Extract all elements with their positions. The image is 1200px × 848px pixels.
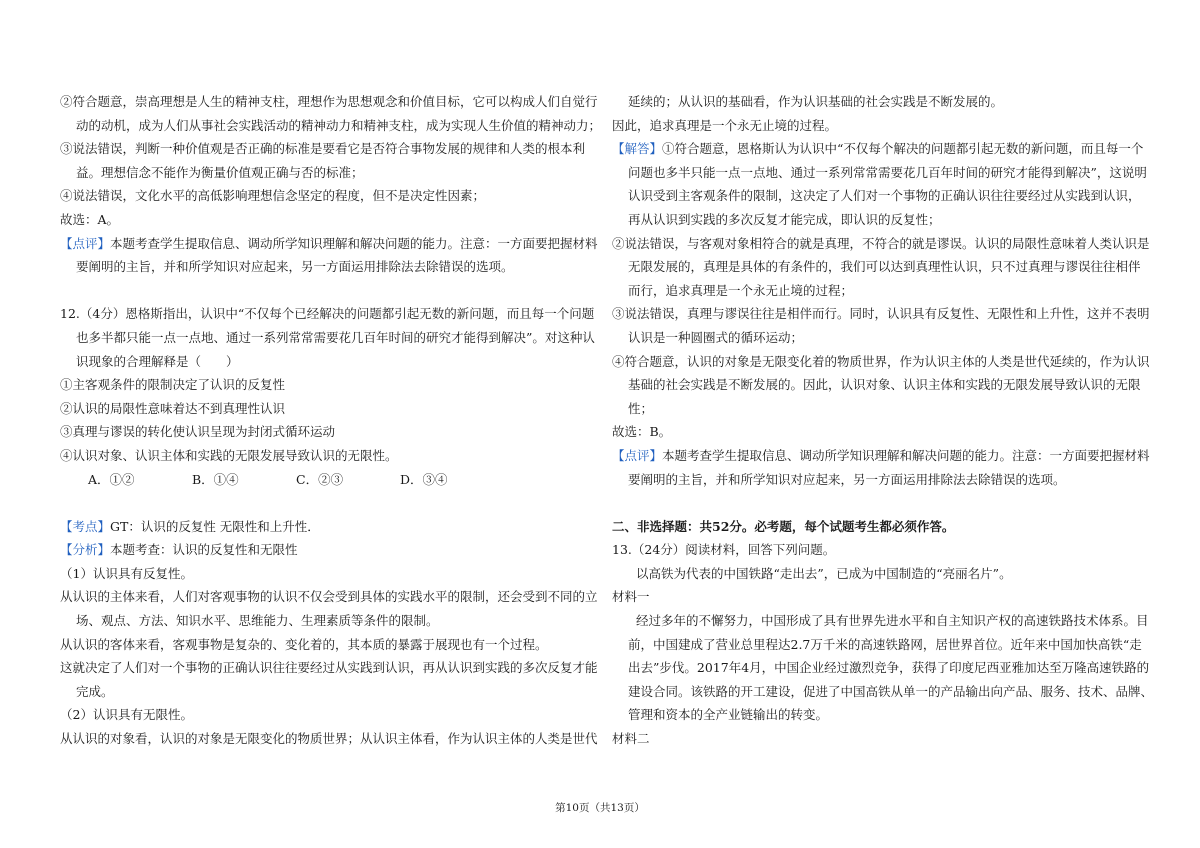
line-text: 延续的；从认识的基础看，作为认识基础的社会实践是不断发展的。 [628,94,1004,109]
text-line [60,90,598,114]
line-text: 二、非选择题：共52分。必考题，每个试题考生都必须作答。 [612,518,955,534]
line-text: 性； [628,400,654,416]
section-tag: 【点评】 [60,235,111,251]
line-text: 无限发展的，真理是具体的有条件的，我们可以达到真理性认识，只不过真理与谬误往往相伴 [628,259,1141,275]
text-line [612,208,1132,232]
line-text: 基础的社会实践是不断发展的。因此，认识对象、认识主体和实践的无限发展导致认识的无限 [628,377,1141,393]
line-text: 因此，追求真理是一个永无止境的过程。 [612,117,838,133]
text-line [60,727,598,751]
answer-option: B．①④ [192,471,239,487]
text-line [60,302,595,326]
line-text: 管理和资本的全产业链输出的转变。 [628,707,829,723]
text-line [60,161,580,185]
line-text: ④符合题意，认识的对象是无限变化着的物质世界，作为认识主体的人类是世代延续的，作为认识 [612,353,1150,369]
line-text: 材料二 [612,731,650,747]
line-text: ②认识的局限性意味着达不到真理性认识 [60,400,286,416]
text-line [60,585,598,609]
answer-option: A．①② [88,471,135,487]
line-text: 出去”步伐。2017年4月，中国企业经过激烈竞争，获得了印度尼西亚雅加达至万隆高速铁路的 [628,660,1150,676]
line-text: 问题也多半只能一点一点地、通过一系列常常需要花几百年时间的研究才能得到解决”，这说明 [628,164,1147,180]
line-text: 本题考查：认识的反复性和无限性 [110,542,298,558]
line-text: （2）认识具有无限性。 [60,707,193,723]
text-line [60,538,580,562]
line-text: ②符合题意，崇高理想是人生的精神支柱，理想作为思想观念和价值目标，它可以构成人们自觉行 [60,94,598,109]
line-text: ②说法错误，与客观对象相符合的就是真理，不符合的就是谬误。认识的局限性意味着人类认识是 [612,235,1150,251]
line-text: 识现象的合理解释是（ ） [76,353,239,369]
text-line [60,444,580,468]
text-line [612,680,1154,704]
line-text: ③说法错误，判断一种价值观是否正确的标准是要看它是否符合事物发展的规律和人类的根本利 [60,141,586,157]
text-line [612,562,1132,586]
text-line [60,656,598,680]
text-line [612,727,1132,751]
line-text: 场、观点、方法、知识水平、思维能力、生理素质等条件的限制。 [76,613,439,629]
text-line [612,90,1132,114]
line-text: 从认识的客体来看，客观事物是复杂的、变化着的，其本质的暴露于展现也有一个过程。 [60,636,548,652]
text-line [612,585,1132,609]
text-line [60,326,595,350]
line-text: ③真理与谬误的转化使认识呈现为封闭式循环运动 [60,424,336,440]
text-line [60,633,580,657]
text-line [60,609,580,633]
text-line [612,373,1141,397]
text-line [612,703,1132,727]
answer-option: D．③④ [400,471,448,487]
line-text: 这就决定了人们对一个事物的正确认识往往要经过从实践到认识，再从认识到实践的多次反复才能 [60,660,598,676]
line-text: 从认识的对象看，认识的对象是无限变化的物质世界；从认识主体看，作为认识主体的人类是世代 [60,731,598,747]
line-text: 再从认识到实践的多次反复才能完成，即认识的反复性； [628,211,941,227]
line-text: GT：认识的反复性 无限性和上升性． [110,518,320,534]
text-line [612,609,1149,633]
line-text: 要阐明的主旨，并和所学知识对应起来，另一方面运用排除法去除错误的选项。 [628,471,1066,487]
line-text: 材料一 [612,589,650,605]
line-text: 故选：B。 [612,424,672,440]
text-line [60,137,586,161]
answer-option: C．②③ [296,471,344,487]
text-line [612,350,1150,374]
text-line [60,184,580,208]
line-text: 动的动机，成为人们从事社会实践活动的精神动力和精神支柱，成为实现人生价值的精神动力； [76,117,602,133]
text-line [612,302,1150,326]
line-text: 从认识的主体来看，人们对客观事物的认识不仅会受到具体的实践水平的限制，还会受到不同的立 [60,589,598,605]
text-line [60,114,602,138]
line-text: 故选：A。 [60,211,120,227]
text-line [612,420,1132,444]
text-line [612,633,1142,657]
line-text: 以高铁为代表的中国铁路“走出去”，已成为中国制造的“亮丽名片”。 [636,565,1012,581]
text-line [612,656,1150,680]
spacer [60,491,580,515]
text-line [60,515,580,539]
text-line [60,562,580,586]
line-text: ①主客观条件的限制决定了认识的反复性 [60,377,286,393]
text-line [60,397,580,421]
left-column [60,90,602,751]
line-text: 益。理想信念不能作为衡量价值观正确与否的标准； [76,164,364,180]
line-text: 13.（24分）阅读材料，回答下列问题。 [612,542,836,558]
text-line [60,703,580,727]
line-text: ④认识对象、认识主体和实践的无限发展导致认识的无限性。 [60,447,398,463]
text-line [612,255,1141,279]
text-line [612,232,1150,256]
line-text: 本题考查学生提取信息、调动所学知识理解和解决问题的能力。注意：一方面要把握材料 [662,447,1150,463]
line-text: 也多半都只能一点一点地、通过一系列常常需要花几百年时间的研究才能得到解决”。对这种认 [76,329,595,345]
spacer [60,279,580,303]
line-text: 而行，追求真理是一个永无止境的过程； [628,282,854,298]
text-line [612,184,1141,208]
line-text: 经过多年的不懈努力，中国形成了具有世界先进水平和自主知识产权的高速铁路技术体系。目 [636,613,1149,629]
line-text: 完成。 [76,683,114,699]
section-tag: 【分析】 [60,542,111,558]
line-text: 认识是一种圆圈式的循环运动； [628,329,804,345]
line-text: ①符合题意，恩格斯认为认识中“不仅每个解决的问题都引起无数的新问题，而且每一个 [662,141,1144,157]
line-text: 认识受到主客观条件的限制，这决定了人们对一个事物的正确认识往往要经过从实践到认识， [628,188,1141,204]
text-line [612,114,1132,138]
text-line [612,326,1132,350]
answer-options [60,468,580,492]
text-line [60,232,598,256]
text-line [60,208,580,232]
text-line [60,373,580,397]
line-text: 12.（4分）恩格斯指出，认识中“不仅每个已经解决的问题都引起无数的新问题，而且每一个问题 [60,306,595,322]
text-line [60,680,580,704]
line-text: 前，中国建成了营业总里程达2.7万千米的高速铁路网，居世界首位。近年来中国加快高铁“走 [628,636,1142,652]
text-line [60,420,580,444]
text-line [60,255,580,279]
section-tag: 【考点】 [60,518,111,534]
text-line [612,468,1132,492]
section-tag: 【解答】 [612,141,663,157]
line-text: ③说法错误，真理与谬误往往是相伴而行。同时，认识具有反复性、无限性和上升性，这并不表明 [612,306,1150,322]
section-tag: 【点评】 [612,447,663,463]
text-line [612,538,1132,562]
text-line [612,137,1144,161]
text-line [612,515,1132,539]
text-line [612,279,1132,303]
line-text: 建设合同。该铁路的开工建设，促进了中国高铁从单一的产品输出向产品、服务、技术、品牌、 [628,683,1154,699]
spacer [612,491,1132,515]
text-line [612,397,1132,421]
text-line [612,161,1147,185]
page-footer: 第10页（共13页） [555,802,645,814]
line-text: （1）认识具有反复性。 [60,565,193,581]
right-column [612,90,1154,751]
line-text: 本题考查学生提取信息、调动所学知识理解和解决问题的能力。注意：一方面要把握材料 [110,235,598,251]
line-text: 要阐明的主旨，并和所学知识对应起来，另一方面运用排除法去除错误的选项。 [76,259,514,275]
text-line [60,350,580,374]
text-line [612,444,1150,468]
line-text: ④说法错误，文化水平的高低影响理想信念坚定的程度，但不是决定性因素； [60,188,486,204]
